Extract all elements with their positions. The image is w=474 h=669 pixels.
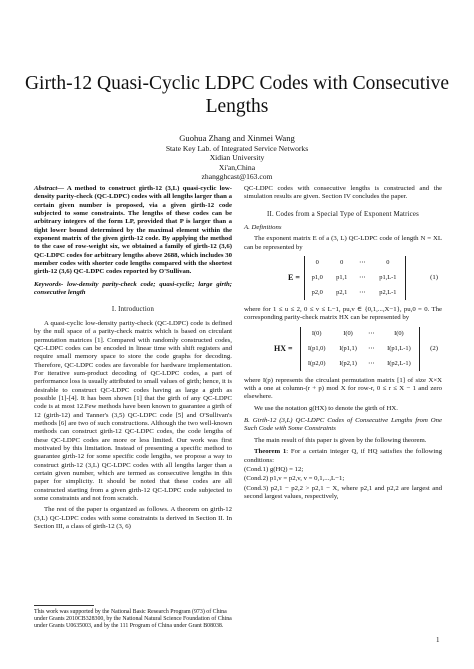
matrix-cell: 0	[340, 259, 344, 267]
abstract	[34, 185, 232, 277]
paper-title: Girth-12 Quasi-Cyclic LDPC Codes with Consecutive Lengths	[24, 73, 450, 117]
exponent-matrix	[304, 256, 406, 300]
matrix-cell: p2,1	[336, 289, 348, 297]
right-column	[244, 185, 442, 502]
left-column	[34, 185, 232, 531]
footnote-divider	[34, 605, 94, 606]
matrix-cell: ⋯	[359, 289, 366, 297]
matrix-cell: ⋯	[368, 360, 375, 368]
abstract-text: — A method to construct girth-12 (3,L) quasi-cyclic low-density parity-check (QC-LDPC) codes with all lengths larger than a certain given number is proposed, via a given girth-12 code subjected to some constraints. The lengths of these codes can be arbitrary integers of the form LP, provided that P is larger than a tight lower bound determined by the maximal element within the exponent matrix of the given girth-12 code. By applying the method to the case of row-weight six, we obtained a family of girth-12 (3,6) QC-LDPC codes for arbitrary lengths above 2688, which includes 30 member codes with shorter code lengths compared with the shortest girth-12 (3,6) QC-LDPC codes reported by O'Sullivan.	[34, 185, 232, 276]
affiliation-line: State Key Lab. of Integrated Service Networks	[165, 144, 309, 153]
condition-3: (Cond.3) p2,1 − p2,2 > p2,1 − X, where p2,1 and p2,2 are largest and second largest values, respectively,	[244, 484, 442, 500]
section-heading-introduction: I. Introduction	[111, 306, 155, 314]
equation-1	[244, 256, 442, 302]
body-paragraph: QC-LDPC codes with consecutive lengths is constructed and the simulation results are given. Section IV concludes the paper.	[244, 185, 442, 201]
matrix-cell: I(p2,0)	[307, 360, 326, 368]
equation-number: (1)	[430, 274, 438, 282]
matrix-cell: p1,1	[336, 274, 348, 282]
subsection-heading-definitions: A. Definitions	[244, 224, 282, 232]
matrix-cell: I(p1,L-1)	[387, 345, 411, 353]
body-paragraph: where for 1 ≤ u ≤ 2, 0 ≤ v ≤ L−1, pu,v ∈ {0,1,...,X−1}, pu,0 = 0. The corresponding parity-check matrix HX can be represented by	[244, 306, 442, 322]
intro-paragraph: A quasi-cyclic low-density parity-check (QC-LDPC) code is defined by the null space of a parity-check matrix which is based on circulant permutation matrices [1]. Compared with randomly constructed codes, QC-LDPC codes can be encoded in linear time with shift registers and require small memory space to store the code graphs for decoding. Therefore, QC-LDPC codes are favorable for hardware implementation. For iterative sum-product decoding of QC-LDPC codes, a part of performance loss is usually attributed to small values of girth; hence, it is desirable to construct QC-LDPC codes having as large a girth as possible [1]-[4]. It has been shown [1] that the girth of any QC-LDPC code is at most 12.Few methods have been known to guarantee a girth of 12 (girth-12) and Tanner's (3,5) QC-LDPC code [5] and O'Sullivan's methods [6] are two of such constructions. Although the two well-known methods can construct girth-12 QC-LDPC codes, the code lengths of these QC-LDPC codes are more or less limited. Our work was first motivated by this limitation. Instead of presenting a specific method to guarantee girth-12 for some specific code lengths, we propose a way to construct girth-12 (3,L) QC-LDPC codes with all lengths larger than a certain given number, which are termed as consecutive lengths in this paper for simplicity. It should be noted that these codes are all constructed starting from a given girth-12 QC-LDPC code subjected to some constraints and not from scratch.	[34, 319, 232, 503]
matrix-cell: I(p1,0)	[307, 345, 326, 353]
affiliation-line: Xi'an,China	[218, 162, 256, 172]
abstract-label: Abstract	[34, 185, 58, 192]
matrix-cell: I(0)	[343, 330, 353, 338]
parity-check-matrix	[300, 327, 420, 371]
matrix-cell: ⋯	[368, 330, 375, 338]
affiliation-line: Xidian University	[209, 153, 265, 163]
page-number: 1	[436, 636, 440, 644]
matrix-cell: I(0)	[394, 330, 404, 338]
equation-number: (2)	[430, 344, 438, 352]
body-paragraph: The exponent matrix E of a (3, L) QC-LDPC code of length N = XL can be represented by	[244, 235, 442, 251]
theorem-label: Theorem 1	[254, 448, 287, 456]
authors: Guohua Zhang and Xinmei Wang	[179, 133, 295, 143]
matrix-cell: p2,L-1	[379, 289, 397, 297]
matrix-cell: 0	[386, 259, 390, 267]
body-paragraph: The main result of this paper is given by the following theorem.	[254, 436, 427, 444]
keywords-text: low-density parity-check code; quasi-cyclic; large girth; consecutive length	[34, 280, 232, 297]
section-heading-codes: II. Codes from a Special Type of Exponent Matrices	[267, 210, 419, 218]
condition-1: (Cond.1) g(HQ) = 12;	[244, 465, 304, 473]
matrix-cell: p1,0	[311, 274, 323, 282]
subsection-heading-girth12: B. Girth-12 (3,L) QC-LDPC Codes of Consecutive Lengths from One Such Code with Some Constraints	[244, 417, 442, 433]
matrix-cell: ⋯	[359, 259, 366, 267]
matrix-cell: I(p2,L-1)	[387, 360, 411, 368]
matrix-cell: ⋯	[359, 274, 366, 282]
matrix-cell: p2,0	[311, 289, 323, 297]
condition-2: (Cond.2) p1,v = p2,v, v = 0,1,...,L−1;	[244, 475, 345, 483]
footnote: This work was supported by the National Basic Research Program (973) of China under Grants 2010CB328300, by the National Natural Science Foundation of China under Grants U0635003, and by the 111 Program of China under Grant B08038.	[34, 609, 232, 630]
equation-2	[244, 327, 442, 373]
matrix-cell: ⋯	[368, 345, 375, 353]
affiliation-block	[20, 144, 454, 182]
body-paragraph: We use the notation g(HX) to denote the girth of HX.	[254, 404, 398, 412]
intro-paragraph: The rest of the paper is organized as follows. A theorem on girth-12 (3,L) QC-LDPC codes with some constraints is derived in Section II. In Section III, a class of girth-12 (3, 6)	[34, 506, 232, 531]
matrix-cell: I(0)	[311, 330, 322, 338]
keywords-label: Keywords-	[34, 280, 64, 288]
author-email: zhangghcast@163.com	[201, 172, 273, 182]
equation-lhs: E =	[288, 273, 300, 283]
keywords	[34, 281, 232, 298]
theorem-text: : For a certain integer Q, if HQ satisfies the following conditions:	[244, 448, 442, 464]
body-paragraph: where I(p) represents the circulant permutation matrix [1] of size X×X with a one at column-(r + p) mod X for row-r, 0 ≤ r ≤ X − 1 and zero elsewhere.	[244, 376, 442, 401]
matrix-cell: p1,L-1	[379, 274, 397, 282]
matrix-cell: I(p2,1)	[339, 360, 357, 368]
matrix-cell: I(p1,1)	[339, 345, 357, 353]
theorem	[244, 448, 442, 465]
equation-lhs: HX =	[274, 343, 293, 353]
matrix-cell: 0	[315, 259, 319, 267]
